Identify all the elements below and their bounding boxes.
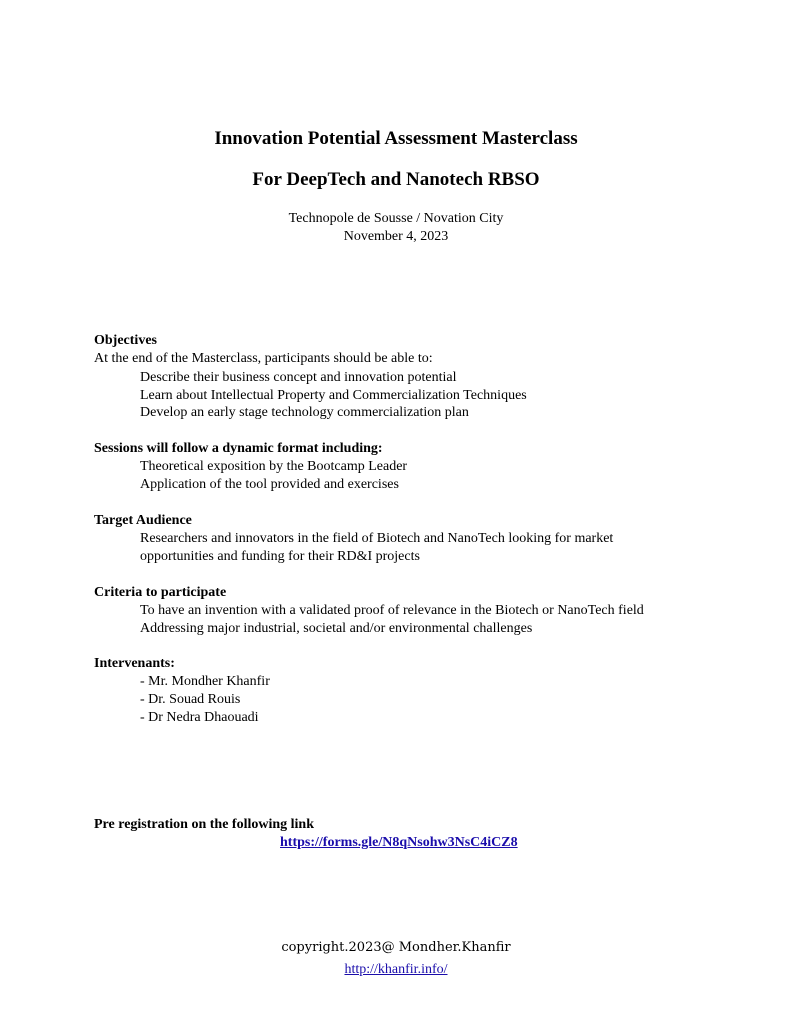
audience-line: opportunities and funding for their RD&I projects bbox=[140, 549, 420, 564]
audience-heading: Target Audience bbox=[94, 513, 192, 528]
venue: Technopole de Sousse / Novation City bbox=[288, 211, 504, 226]
objectives-intro: At the end of the Masterclass, participants should be able to: bbox=[94, 351, 433, 366]
objective-item: Describe their business concept and innovation potential bbox=[140, 370, 457, 385]
intervenant-item: - Mr. Mondher Khanfir bbox=[140, 674, 270, 689]
registration-label: Pre registration on the following link bbox=[94, 817, 314, 832]
registration-link[interactable]: https://forms.gle/N8qNsohw3NsC4iCZ8 bbox=[280, 835, 518, 850]
page-title: Innovation Potential Assessment Masterclass bbox=[214, 128, 578, 149]
page-subtitle: For DeepTech and Nanotech RBSO bbox=[252, 169, 540, 190]
intervenant-item: - Dr. Souad Rouis bbox=[140, 692, 241, 707]
intervenants-heading: Intervenants: bbox=[94, 656, 175, 671]
sessions-heading: Sessions will follow a dynamic format including: bbox=[94, 441, 383, 456]
objective-item: Learn about Intellectual Property and Commercialization Techniques bbox=[140, 388, 527, 403]
intervenant-item: - Dr Nedra Dhaouadi bbox=[140, 710, 259, 725]
session-item: Application of the tool provided and exercises bbox=[140, 477, 399, 492]
audience-line: Researchers and innovators in the field of Biotech and NanoTech looking for market bbox=[140, 531, 614, 546]
criteria-heading: Criteria to participate bbox=[94, 585, 227, 600]
copyright: copyright.2023@ Mondher.Khanfir bbox=[281, 940, 511, 955]
objectives-heading: Objectives bbox=[94, 333, 157, 348]
event-date: November 4, 2023 bbox=[343, 229, 449, 244]
session-item: Theoretical exposition by the Bootcamp Leader bbox=[140, 459, 408, 474]
criteria-item: Addressing major industrial, societal and/or environmental challenges bbox=[140, 621, 533, 636]
criteria-item: To have an invention with a validated proof of relevance in the Biotech or NanoTech field bbox=[140, 603, 644, 618]
objective-item: Develop an early stage technology commercialization plan bbox=[140, 405, 469, 420]
website-link[interactable]: http://khanfir.info/ bbox=[344, 962, 448, 977]
